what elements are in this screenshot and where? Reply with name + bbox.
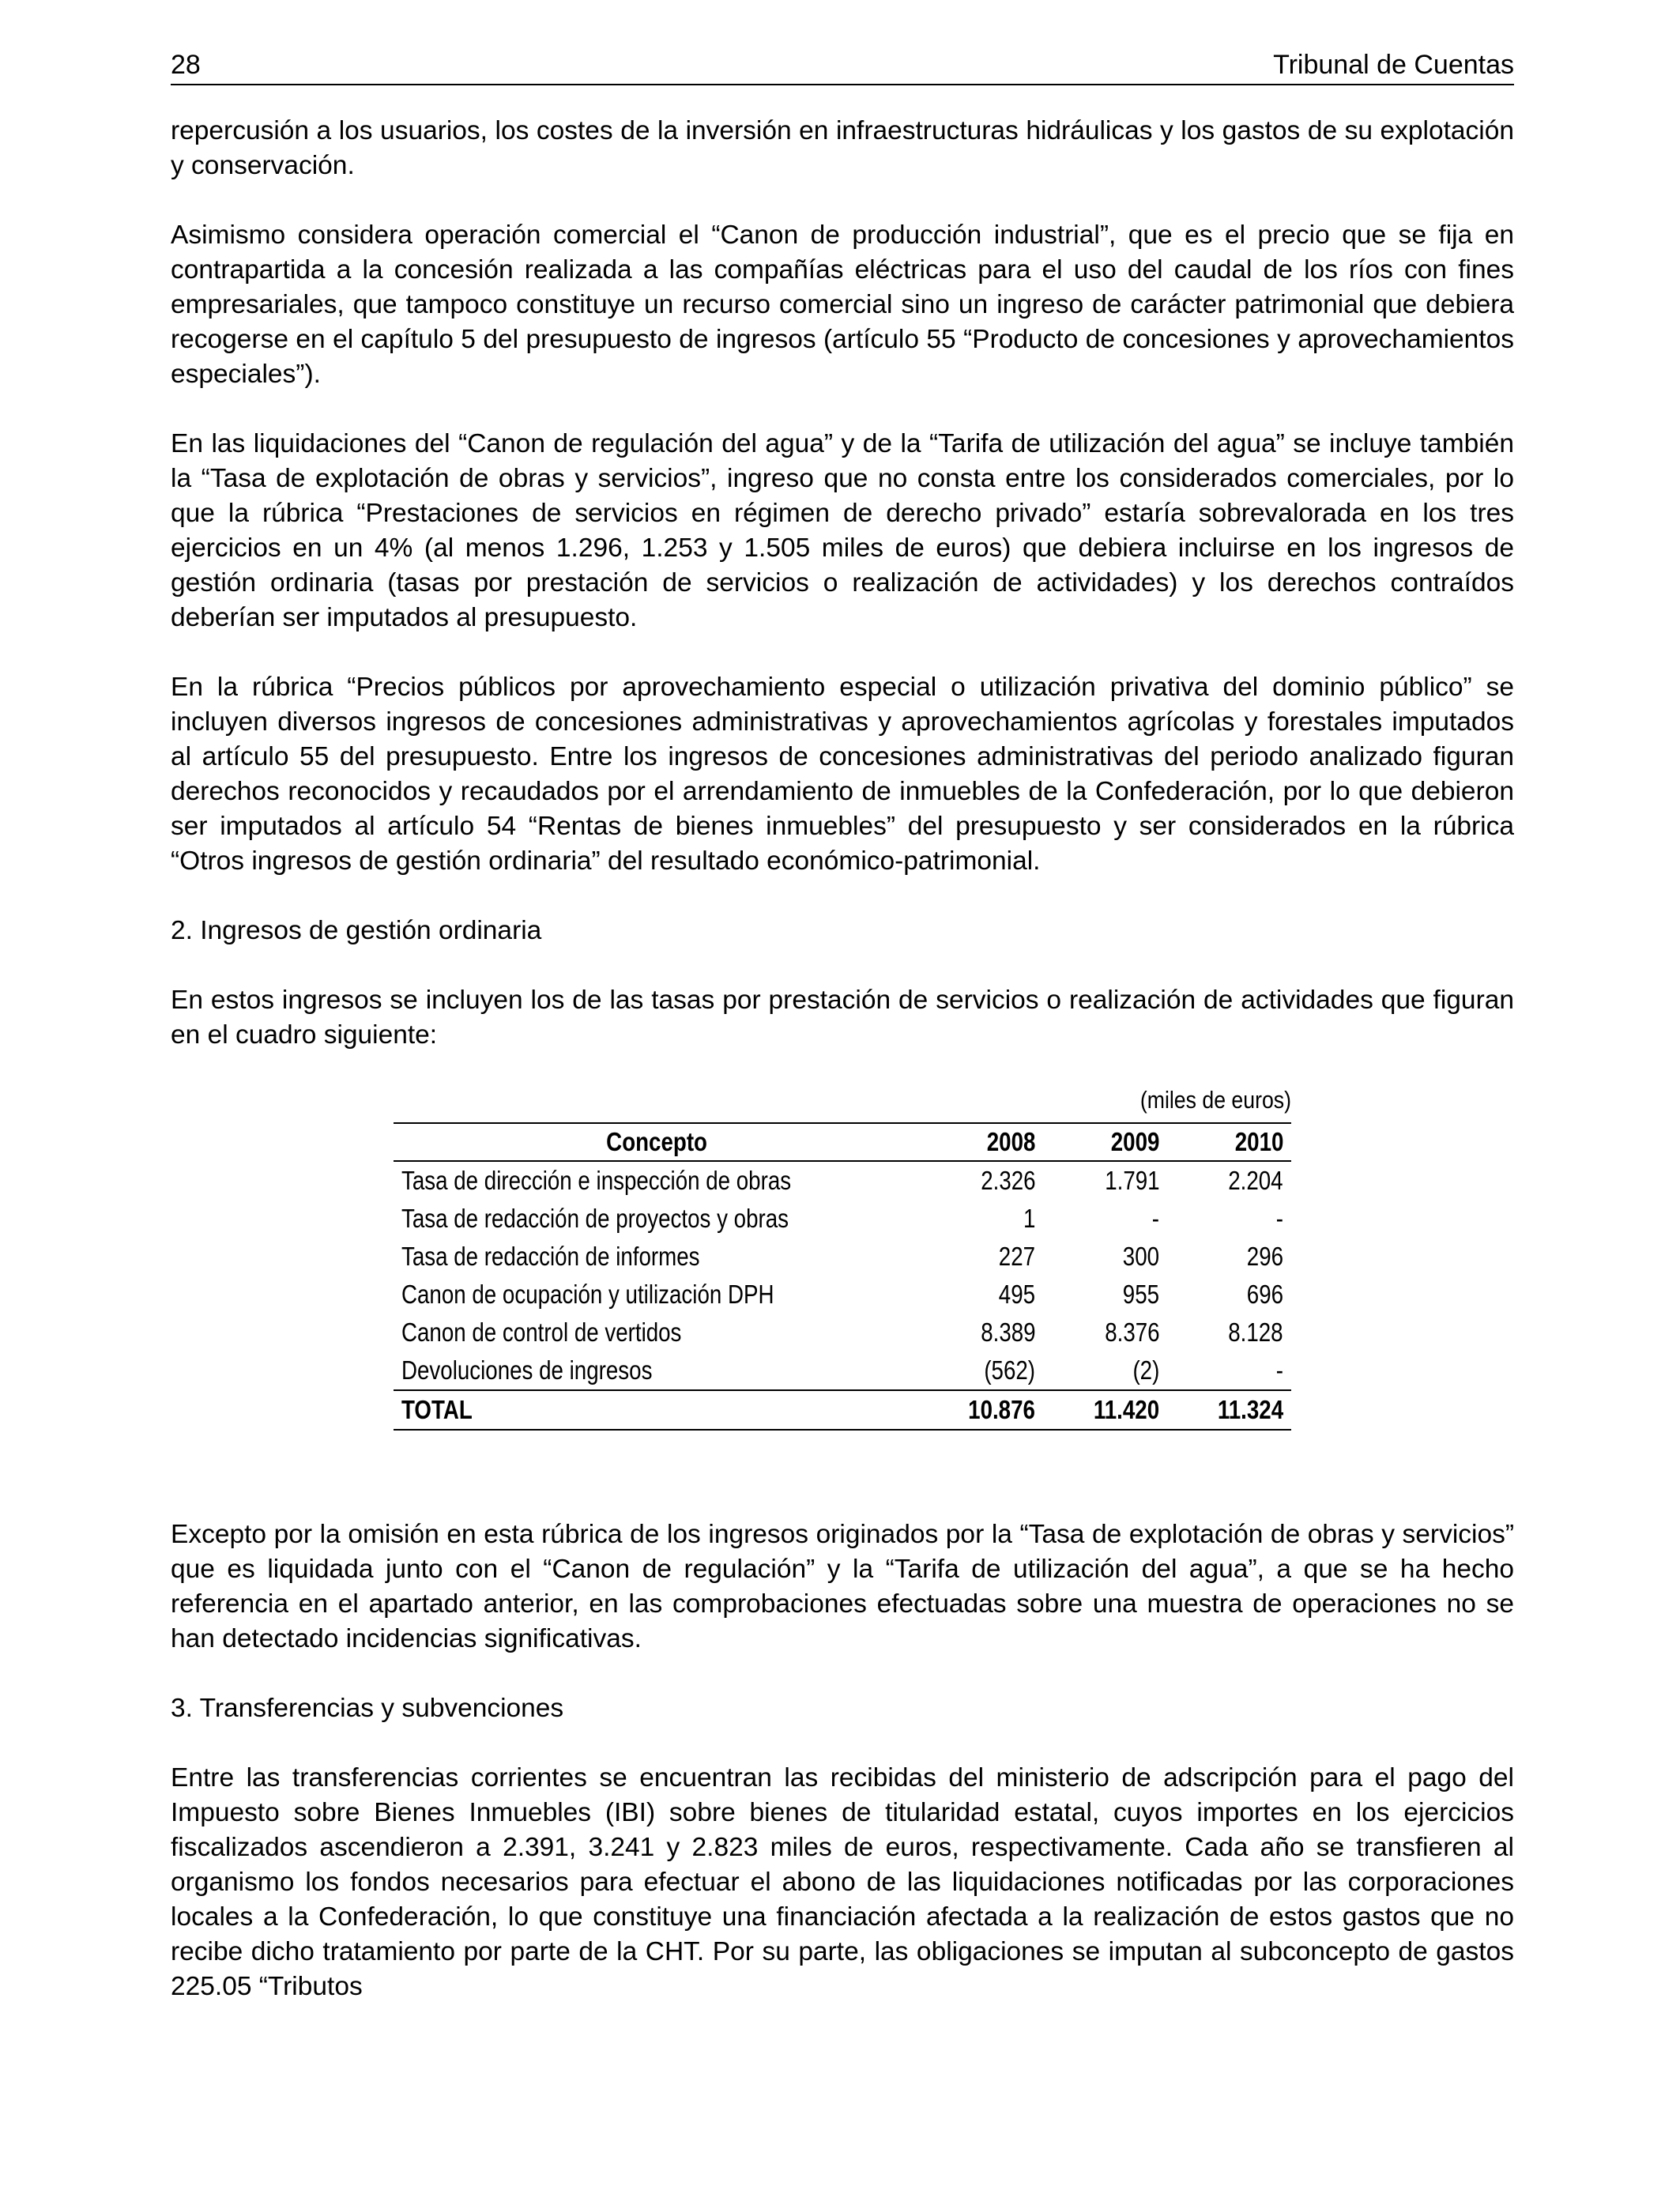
table-header-row (394, 1123, 1291, 1161)
income-table (394, 1122, 1291, 1431)
income-table-block (394, 1083, 1291, 1431)
paragraph-5: En estos ingresos se incluyen los de las tasas por prestación de servicios o realización de actividades que figuran en el cuadro siguiente: (171, 986, 1514, 1050)
section-heading-2: 2. Ingresos de gestión ordinaria (171, 916, 542, 945)
paragraph-3: En las liquidaciones del “Canon de regulación del agua” y de la “Tarifa de utilización del agua” se incluye también la “Tasa de explotación de obras y servicios”, ingreso que no consta entre los considerados comerciales, por lo que la rúbrica “Prestaciones de servicios en régimen de derecho privado” estaría sobrevalorada en los tres ejercicios en un 4% (al menos 1.296, 1.253 y 1.505 miles de euros) que debiera incluirse en los ingresos de gestión ordinaria (tasas por prestación de servicios o realización de actividades) y los derechos contraídos deberían ser imputados al presupuesto. (171, 429, 1514, 632)
header-cell-concept: Concepto (605, 1127, 707, 1156)
paragraph-1: repercusión a los usuarios, los costes de la inversión en infraestructuras hidráulicas y los gastos de su explotación y conservación. (171, 116, 1514, 180)
running-title: Tribunal de Cuentas (1273, 50, 1514, 80)
table-row: Canon de control de vertidos 8.389 8.376 8.128 (401, 1318, 1283, 1347)
table-row: Canon de ocupación y utilización DPH 495 955 696 (401, 1280, 1283, 1309)
table-units-note: (miles de euros) (1139, 1086, 1291, 1114)
paragraph-2: Asimismo considera operación comercial el “Canon de producción industrial”, que es el precio que se fija en contrapartida a la concesión realizada a las compañías eléctricas para el uso del caudal de los ríos con fines empresariales, que tampoco constituye un recurso comercial sino un ingreso de carácter patrimonial que debiera recogerse en el capítulo 5 del presupuesto de ingresos (artículo 55 “Producto de concesiones y aprovechamientos especiales”). (171, 221, 1514, 389)
paragraph-4: En la rúbrica “Precios públicos por aprovechamiento especial o utilización privativa del dominio público” se incluyen diversos ingresos de concesiones administrativas y aprovechamientos agrícolas y forestales imputados al artículo 55 del presupuesto. Entre los ingresos de concesiones administrativas del periodo analizado figuran derechos reconocidos y recaudados por el arrendamiento de inmuebles de la Confederación, por lo que debieron ser imputados al artículo 54 “Rentas de bienes inmuebles” del presupuesto y ser considerados en la rúbrica “Otros ingresos de gestión ordinaria” del resultado económico-patrimonial. (171, 673, 1514, 876)
table-row: Tasa de redacción de informes 227 300 296 (401, 1242, 1283, 1271)
table-row: Devoluciones de ingresos (562) (2) - (401, 1355, 1283, 1385)
table-total-row: TOTAL 10.876 11.420 11.324 (394, 1390, 1291, 1430)
document-page (171, 46, 1514, 2039)
section-heading-3: 3. Transferencias y subvenciones (171, 1694, 564, 1723)
header-cell-2008: 2008 (986, 1127, 1036, 1156)
paragraph-6: Excepto por la omisión en esta rúbrica de los ingresos originados por la “Tasa de explotación de obras y servicios” que es liquidada junto con el “Canon de regulación” y la “Tarifa de utilización del agua”, a que se ha hecho referencia en el apartado anterior, en las comprobaciones efectuadas sobre una muestra de operaciones no se han detectado incidencias significativas. (171, 1520, 1514, 1653)
page-number: 28 (171, 50, 201, 80)
page-header (171, 46, 1514, 85)
body-text (171, 114, 1514, 2004)
paragraph-7: Entre las transferencias corrientes se encuentran las recibidas del ministerio de adscripción para el pago del Impuesto sobre Bienes Inmuebles (IBI) sobre bienes de titularidad estatal, cuyos importes en los ejercicios fiscalizados ascendieron a 2.391, 3.241 y 2.823 miles de euros, respectivamente. Cada año se transfieren al organismo los fondos necesarios para efectuar el abono de las liquidaciones notificadas por las corporaciones locales a la Confederación, lo que constituye una financiación afectada a la realización de estos gastos que no recibe dicho tratamiento por parte de la CHT. Por su parte, las obligaciones se imputan al subconcepto de gastos 225.05 “Tributos (171, 1763, 1514, 2001)
header-cell-2009: 2009 (1110, 1127, 1160, 1156)
table-row: Tasa de dirección e inspección de obras 2.326 1.791 2.204 (401, 1166, 1283, 1195)
header-cell-2010: 2010 (1234, 1127, 1283, 1156)
table-row: Tasa de redacción de proyectos y obras 1 - - (401, 1204, 1283, 1233)
